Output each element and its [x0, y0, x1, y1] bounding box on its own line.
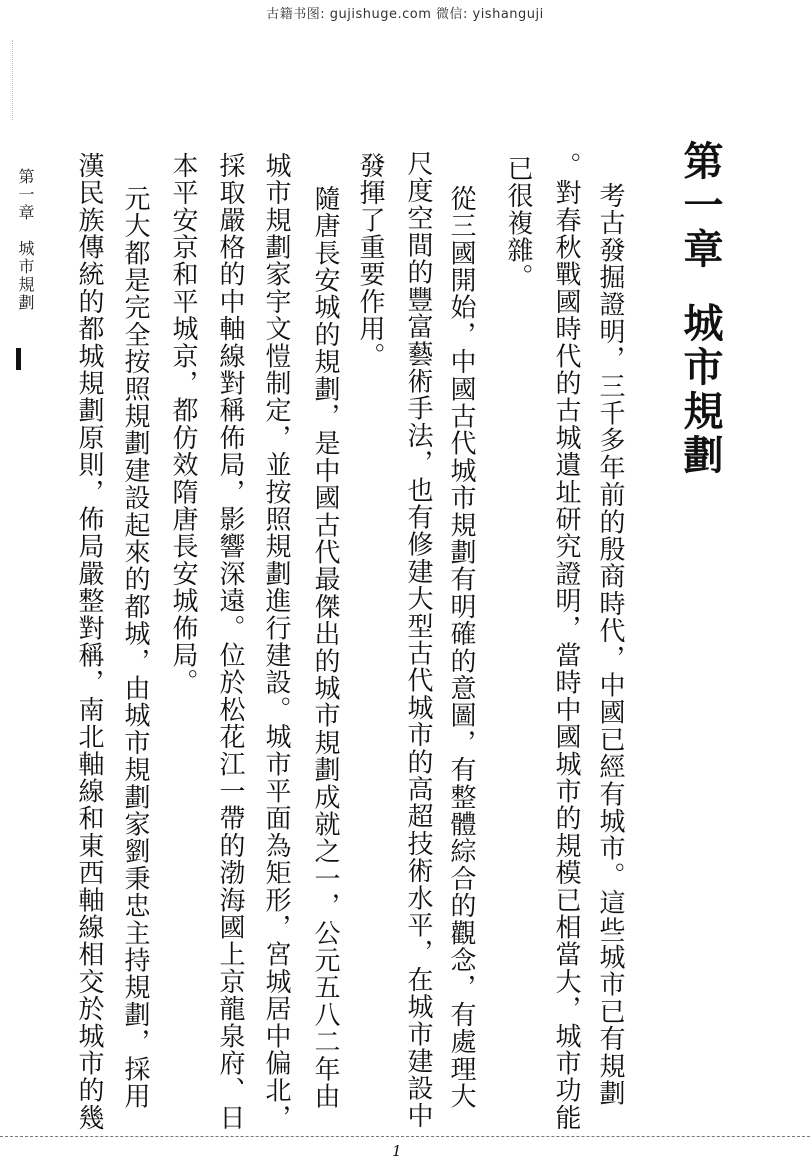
text-column: 城市規劃家宇文愷制定，並按照規劃進行建設。城市平面為矩形，宮城居中偏北， — [261, 152, 291, 1132]
text-column: 發揮了重要作用。 — [355, 152, 385, 370]
text-column: 考古發掘證明，三千多年前的殷商時代，中國已經有城市。這些城市已有規劃 — [595, 182, 625, 1107]
running-head-title: 城市規劃 — [16, 240, 35, 312]
text-column: 本平安京和平城京，都仿效隋唐長安城佈局。 — [168, 152, 198, 696]
text-column: 尺度空間的豐富藝術手法，也有修建大型古代城市的高超技術水平，在城市建設中 — [403, 150, 433, 1130]
running-head-bar — [16, 348, 21, 370]
text-column: 元大都是完全按照規劃建設起來的都城，由城市規劃家劉秉忠主持規劃，採用 — [120, 185, 150, 1110]
text-column: 從三國開始，中國古代城市規劃有明確的意圖，有整體綜合的觀念，有處理大 — [446, 185, 476, 1110]
page-edge-mark — [12, 40, 14, 120]
text-column: 漢民族傳統的都城規劃原則，佈局嚴整對稱，南北軸線和東西軸線相交於城市的幾 — [74, 152, 104, 1132]
watermark-text: 古籍书图: gujishuge.com 微信: yishanguji — [266, 7, 544, 22]
text-column: 隨唐長安城的規劃，是中國古代最傑出的城市規劃成就之一，公元五八二年由 — [310, 185, 340, 1110]
page-number: 1 — [392, 1142, 402, 1160]
chapter-title — [672, 140, 729, 478]
running-head-chapter: 第一章 — [16, 168, 35, 222]
chapter-name: 城市規劃 — [677, 302, 724, 478]
text-column: 已很複雜。 — [503, 155, 533, 291]
text-column: 。對春秋戰國時代的古城遺址研究證明，當時中國城市的規模已相當大，城市功能 — [551, 152, 581, 1132]
running-head — [14, 168, 37, 312]
chapter-number: 第一章 — [677, 140, 724, 272]
bottom-rule — [0, 1136, 810, 1137]
text-column: 採取嚴格的中軸線對稱佈局，影響深遠。位於松花江一帶的渤海國上京龍泉府、日 — [215, 152, 245, 1132]
